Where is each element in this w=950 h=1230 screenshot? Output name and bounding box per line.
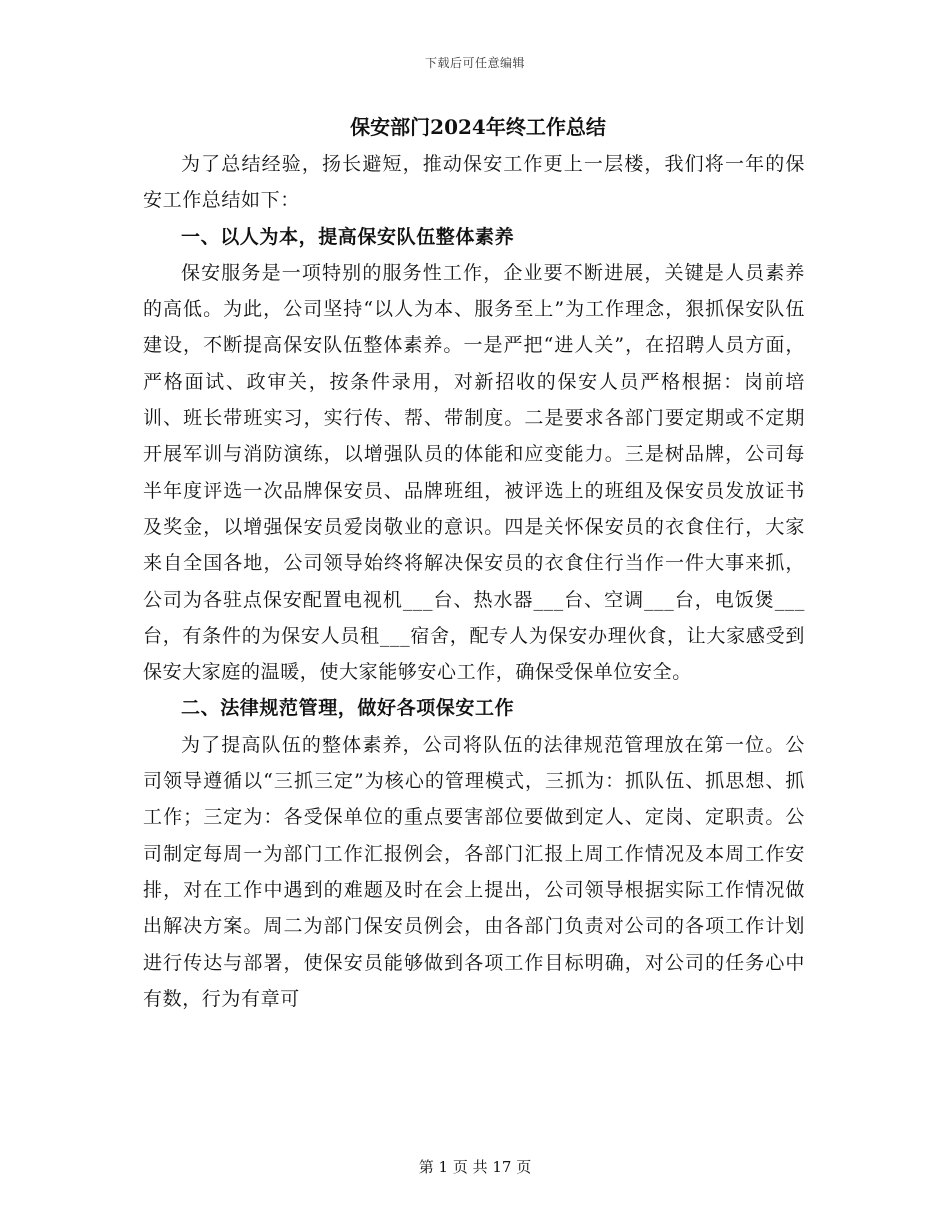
- section-1-body: 保安服务是一项特别的服务性工作，企业要不断进展，关键是人员素养的高低。为此，公司坚持“以人为本、服务至上”为工作理念，狠抓保安队伍建设，不断提高保安队伍整体素养。一是严把“进人关”，在招聘人员方面，严格面试、政审关，按条件录用，对新招收的保安人员严格根据：岗前培训、班长带班实习，实行传、帮、带制度。二是要求各部门要定期或不定期开展军训与消防演练，以增强队员的体能和应变能力。三是树品牌，公司每半年度评选一次品牌保安员、品牌班组，被评选上的班组及保安员发放证书及奖金，以增强保安员爱岗敬业的意识。四是关怀保安员的衣食住行，大家来自全国各地，公司领导始终将解决保安员的衣食住行当作一件大事来抓，公司为各驻点保安配置电视机___台、热水器___台、空调___台，电饭煲___台，有条件的为保安人员租___宿舍，配专人为保安办理伙食，让大家感受到保安大家庭的温暖，使大家能够安心工作，确保受保单位安全。: [143, 261, 805, 684]
- document-title: 保安部门2024年终工作总结: [350, 115, 606, 139]
- document-content: [143, 112, 805, 1017]
- header-note: 下载后可任意编辑: [424, 56, 525, 70]
- page-number: 第 1 页 共 17 页: [418, 1158, 532, 1176]
- section-2-body: 为了提高队伍的整体素养，公司将队伍的法律规范管理放在第一位。公司领导遵循以“三抓三定”为核心的管理模式，三抓为：抓队伍、抓思想、抓工作；三定为：各受保单位的重点要害部位要做到定人、定岗、定职责。公司制定每周一为部门工作汇报例会，各部门汇报上周工作情况及本周工作安排，对在工作中遇到的难题及时在会上提出，公司领导根据实际工作情况做出解决方案。周二为部门保安员例会，由各部门负责对公司的各项工作计划进行传达与部署，使保安员能够做到各项工作目标明确，对公司的任务心中有数，行为有章可: [143, 733, 805, 1010]
- section-2-heading: 二、法律规范管理，做好各项保安工作: [181, 697, 515, 720]
- section-1-heading: 一、以人为本，提高保安队伍整体素养: [181, 225, 515, 248]
- intro-paragraph: 为了总结经验，扬长避短，推动保安工作更上一层楼，我们将一年的保安工作总结如下：: [143, 153, 805, 212]
